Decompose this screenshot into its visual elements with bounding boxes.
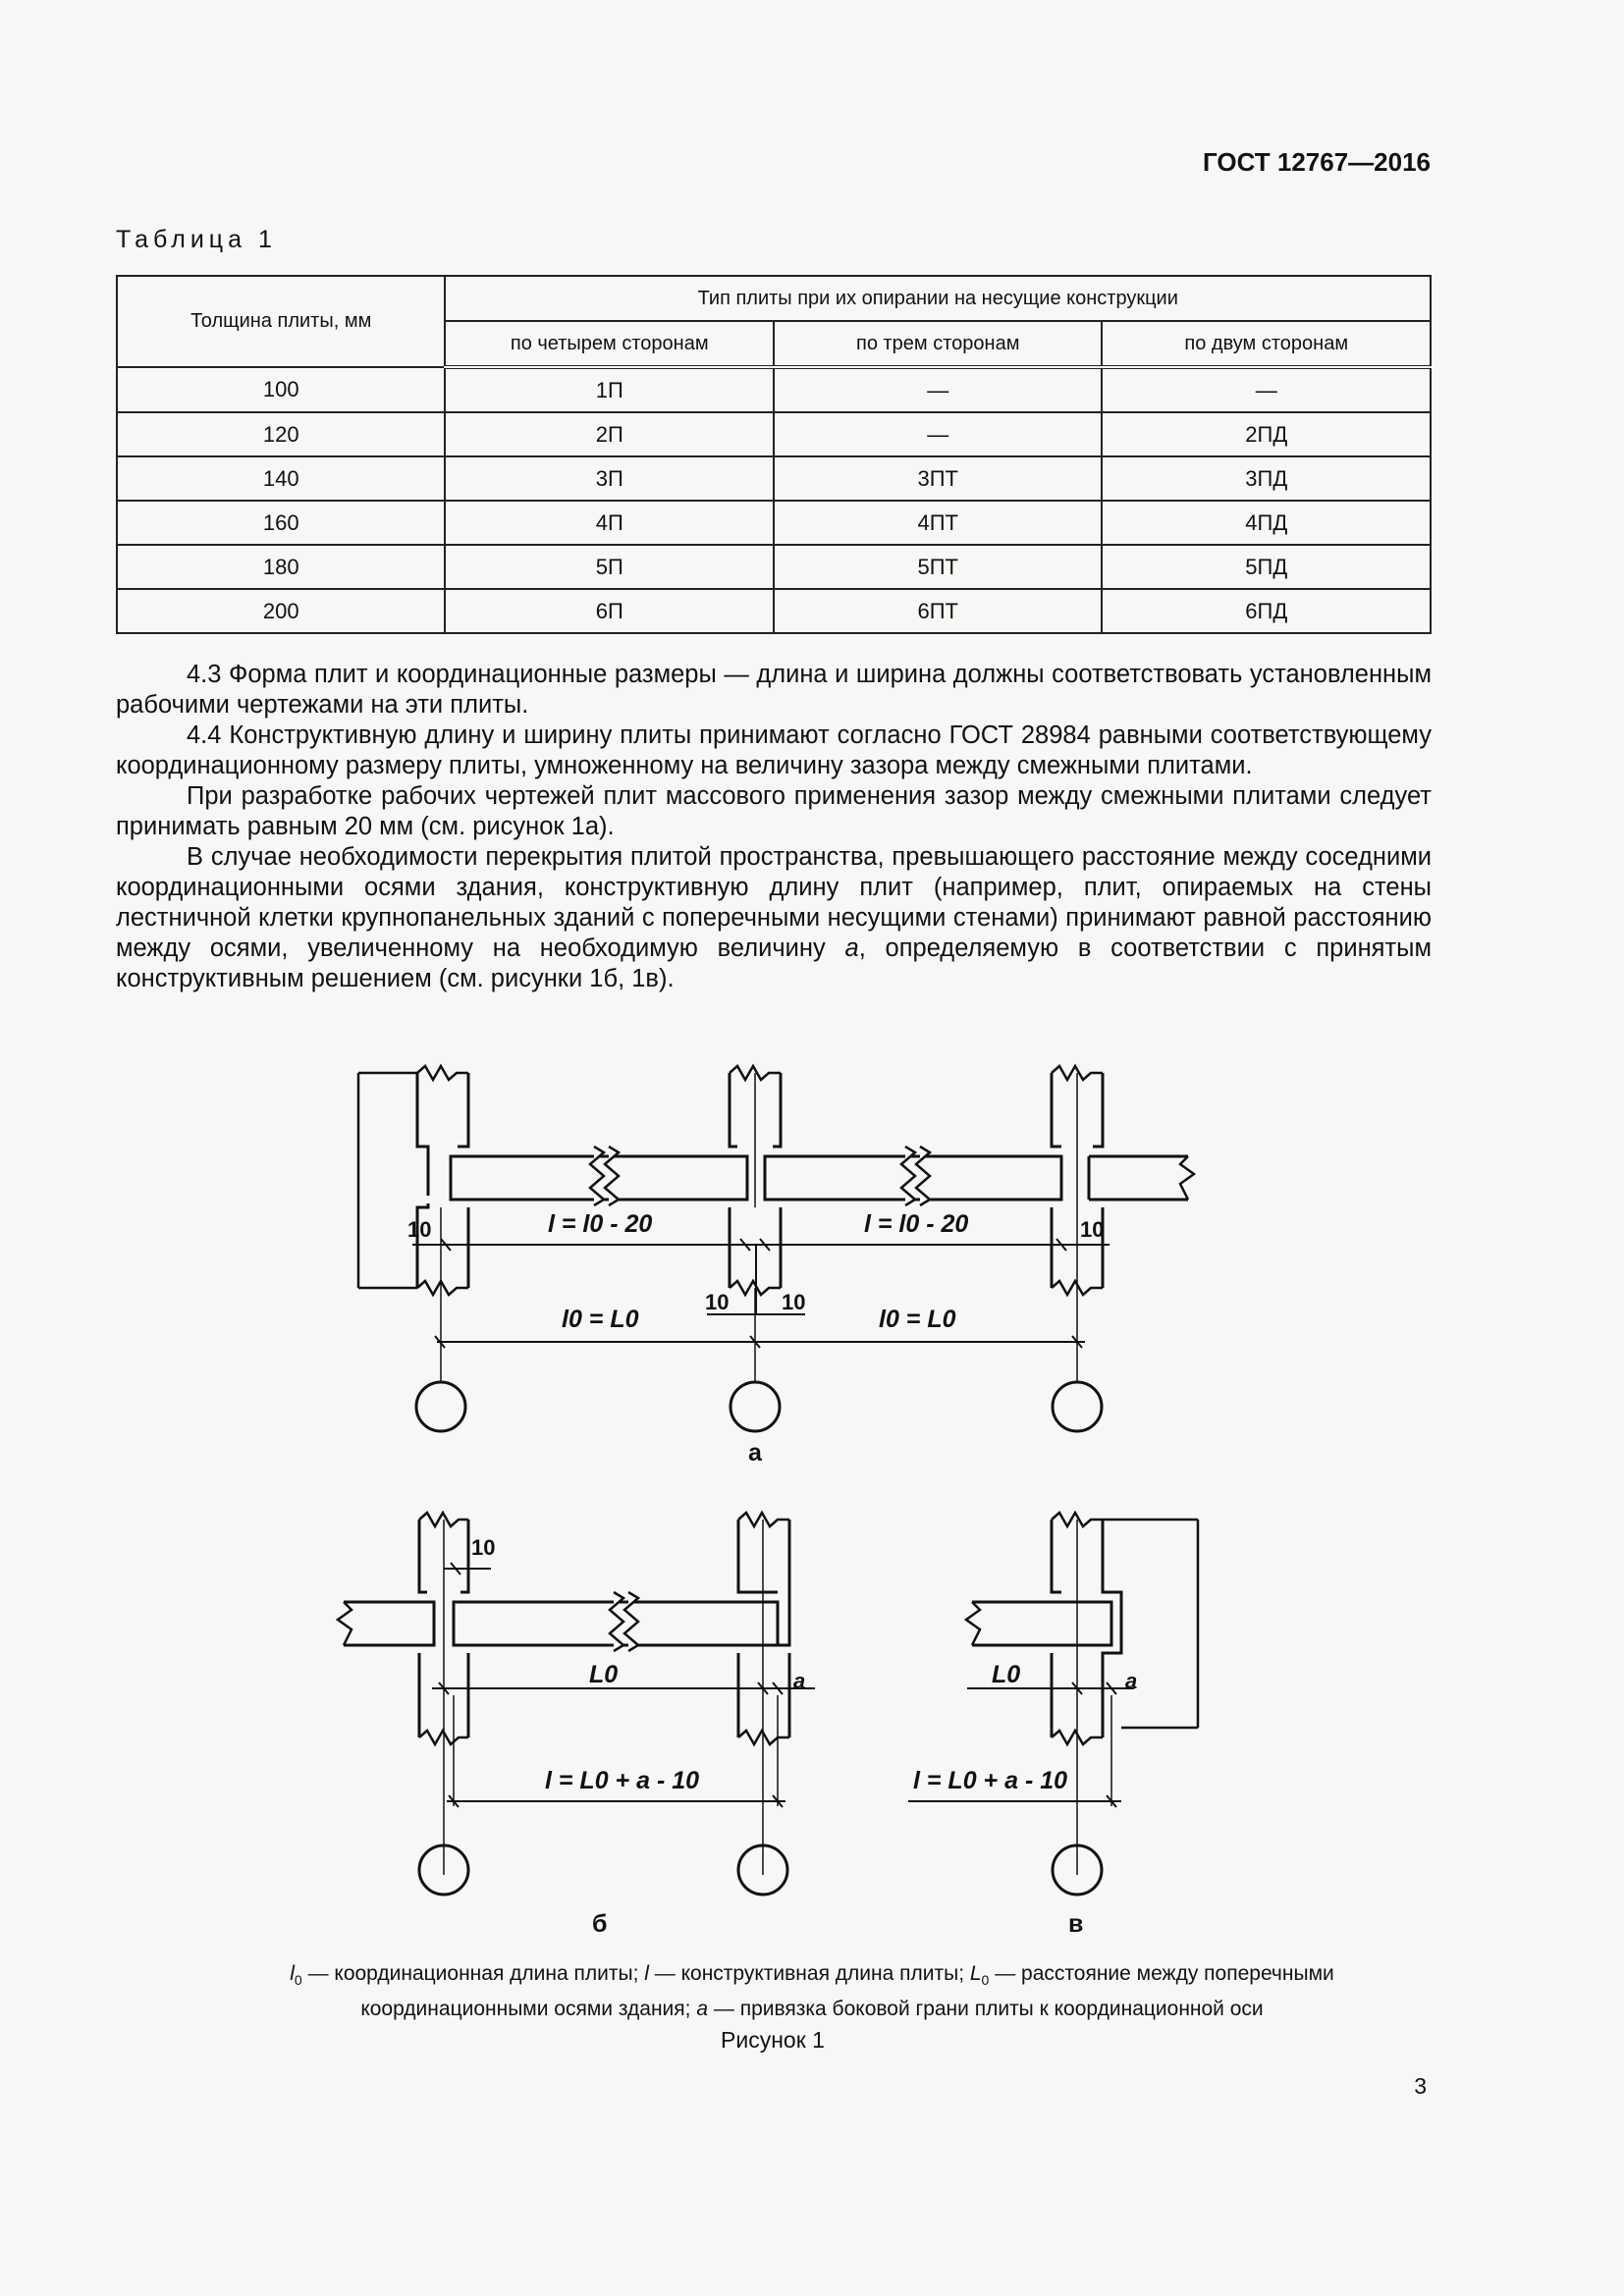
cell: 160 [117,501,445,545]
cell: 6П [445,589,774,633]
paragraph-4-3: 4.3 Форма плит и координационные размеры — длина и ширина должны соответствовать установленным рабочими чертежами на эти плиты. [116,661,1432,719]
cell: 3П [445,456,774,501]
header-two-sides: по двум сторонам [1102,321,1431,367]
cell: — [774,367,1103,412]
header-three-sides: по трем сторонам [774,321,1103,367]
dim-l-L0-plus-a-minus-10-b: l = L0 + a - 10 [545,1767,700,1794]
figure-label-v: в [1068,1910,1084,1938]
dim-10-right: 10 [1080,1217,1105,1242]
dim-l0-equals-L0-right: l0 = L0 [879,1306,956,1333]
dim-l-equals-l0-minus-20-right: l = l0 - 20 [864,1210,969,1238]
header-thickness: Толщина плиты, мм [117,276,445,367]
cell: 100 [117,367,445,412]
cell: 4ПД [1102,501,1431,545]
cell: 5П [445,545,774,589]
dim-10-mid-left: 10 [705,1290,730,1314]
cell: 5ПТ [774,545,1103,589]
cell: 2ПД [1102,412,1431,456]
cell: 140 [117,456,445,501]
cell: 3ПТ [774,456,1103,501]
figure-a [358,1066,1194,1431]
dim-l-L0-plus-a-minus-10-v: l = L0 + a - 10 [913,1767,1068,1794]
dim-l0-equals-L0-left: l0 = L0 [562,1306,639,1333]
cell: 200 [117,589,445,633]
figure-v [908,1513,1198,1895]
cell: 2П [445,412,774,456]
table-caption: Таблица 1 [116,226,277,253]
cell: — [1102,367,1431,412]
figure-label-b: б [592,1910,608,1938]
cell: — [774,412,1103,456]
dim-10-left: 10 [407,1217,432,1242]
header-type-group: Тип плиты при их опирании на несущие конструкции [445,276,1431,321]
cell: 6ПД [1102,589,1431,633]
cell: 4ПТ [774,501,1103,545]
paragraph-gap: При разработке рабочих чертежей плит массового применения зазор между смежными плитами следует принимать равным 20 мм (см. рисунок 1а). [116,782,1432,840]
legend-L0: — расстояние между поперечными [995,1962,1334,1985]
dim-a-b: a [793,1669,806,1693]
cell: 4П [445,501,774,545]
legend-line-2 [157,1995,1467,2023]
page-number: 3 [1414,2073,1427,2099]
figure-legend [157,1959,1467,2023]
variable-a: a [844,934,859,962]
cell: 3ПД [1102,456,1431,501]
legend-a-symbol: a [696,1998,709,2021]
dim-L0-b: L0 [589,1661,619,1688]
cell: 6ПТ [774,589,1103,633]
legend-a: — привязка боковой грани плиты к координационной оси [713,1998,1264,2021]
cell: 120 [117,412,445,456]
cell: 180 [117,545,445,589]
dim-10-mid-right: 10 [782,1290,806,1314]
dim-10-b: 10 [471,1535,496,1560]
dim-a-v: a [1125,1669,1138,1693]
header-four-sides: по четырем сторонам [445,321,774,367]
legend-l0: — координационная длина плиты; [307,1962,645,1985]
paragraph-extension-part2: , определяемую в соответствии с принятым конструктивным решением (см. рисунки 1б, 1в). [116,934,1433,992]
legend-line-1: $l_0$ — координационная длина плиты; l — конструктивная длина плиты; $L_0$ — расстояние между поперечными [290,1962,1334,1989]
legend-axes: координационными осями здания; [360,1998,697,2021]
document-code: ГОСТ 12767—2016 [1203,147,1431,177]
figure-caption: Рисунок 1 [721,2027,825,2053]
figure-label-a: а [748,1439,762,1467]
dim-l-equals-l0-minus-20-left: l = l0 - 20 [548,1210,653,1238]
dim-L0-v: L0 [992,1661,1021,1688]
paragraph-4-4: 4.4 Конструктивную длину и ширину плиты принимают согласно ГОСТ 28984 равными соответствующему координационному размеру плиты, умноженному на величину зазора между смежными плитами. [116,721,1432,779]
cell: 5ПД [1102,545,1431,589]
paragraph-extension-part1: В случае необходимости перекрытия плитой пространства, превышающего расстояние между соседними координационными осями здания, конструктивную длину плит (например, плит, опираемых на стены лестничной клетки крупнопанельных зданий с поперечными несущими стенами) принимают равной расстоянию между осями, увеличенному на необходимую величину [116,843,1432,962]
legend-l: — конструктивная длина плиты; [654,1962,970,1985]
figure-b [338,1513,815,1895]
cell: 1П [445,367,774,412]
